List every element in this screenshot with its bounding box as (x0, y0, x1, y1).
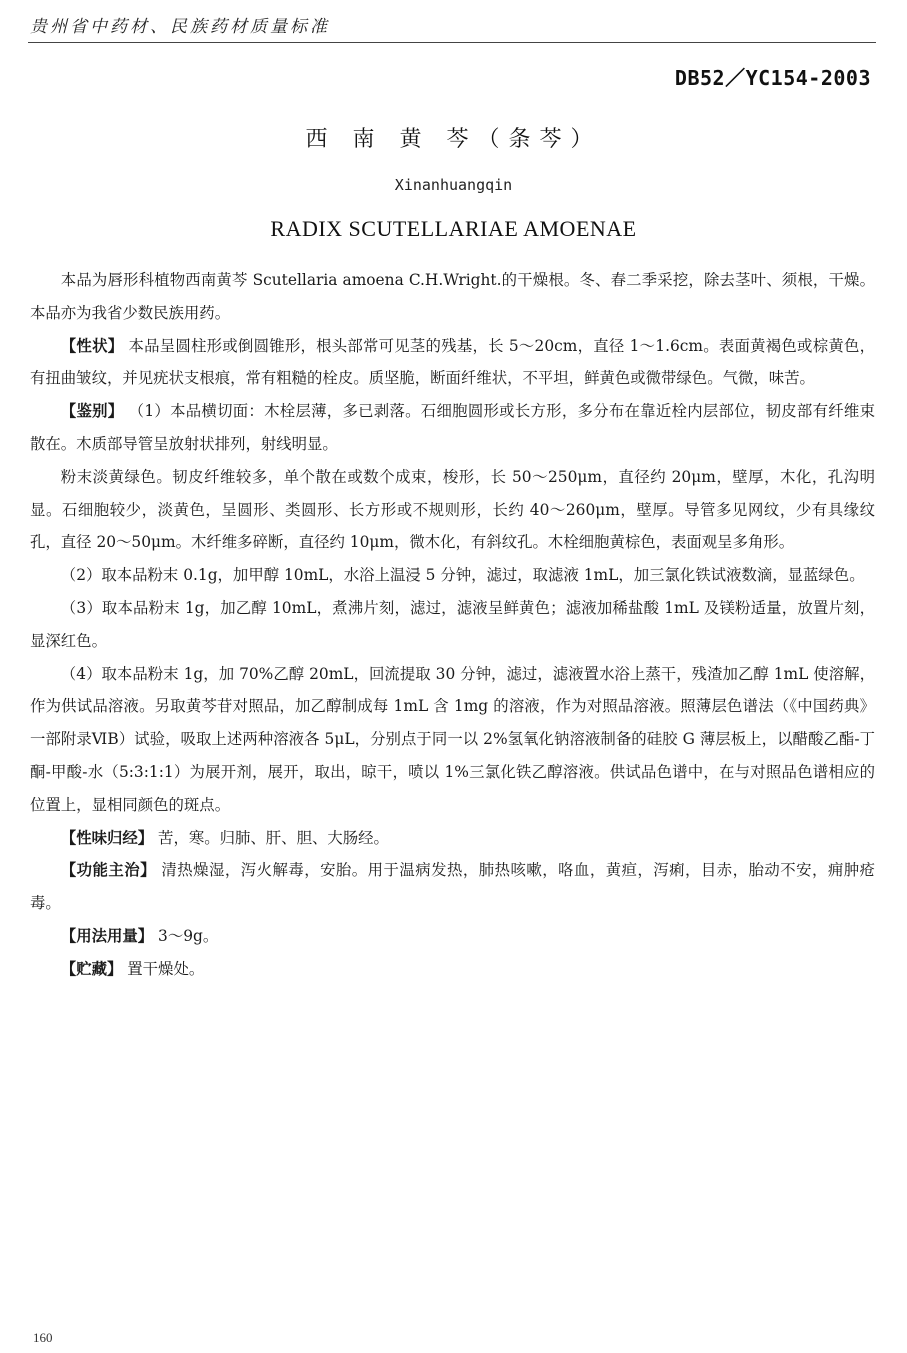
section-label-description: 【性状】 (60, 336, 124, 355)
paragraph-text: 苦，寒。归肺、肝、胆、大肠经。 (153, 828, 389, 847)
monograph-title-latin: RADIX SCUTELLARIAE AMOENAE (270, 216, 637, 241)
paragraph-text: （1）本品横切面：木栓层薄，多已剥落。石细胞圆形或长方形，多分布在靠近栓内层部位，韧皮部有纤维束散在。木质部导管呈放射状排列，射线明显。 (30, 402, 875, 453)
section-label-identification: 【鉴别】 (60, 402, 124, 421)
paragraph-identification-4 (30, 658, 875, 822)
paragraph-text: 粉末淡黄绿色。韧皮纤维较多，单个散在或数个成束，梭形，长 50～250μm，直径约 20μm，壁厚，木化，孔沟明显。石细胞较少，淡黄色，呈圆形、类圆形、长方形或不规则形，长约 40～260μm，壁厚。导管多见网纹，少有具缘纹孔，直径 20～50μm。木纤维多碎断，直径约 10μm，微木化，有斜纹孔。木栓细胞黄棕色，表面观呈多角形。 (30, 467, 875, 552)
paragraph-source (30, 264, 875, 330)
paragraph-text: （2）取本品粉末 0.1g，加甲醇 10mL，水浴上温浸 5 分钟，滤过，取滤液 1mL，加三氯化铁试液数滴，显蓝绿色。 (60, 566, 865, 585)
paragraph-nature-meridian (30, 822, 875, 855)
paragraph-text: 本品为唇形科植物西南黄芩 Scutellaria amoena C.H.Wright.的干燥根。冬、春二季采挖，除去茎叶、须根，干燥。本品亦为我省少数民族用药。 (30, 271, 875, 322)
paragraph-text: 清热燥湿，泻火解毒，安胎。用于温病发热，肺热咳嗽，咯血，黄疸，泻痢，目赤，胎动不安，痈肿疮毒。 (30, 861, 875, 913)
page-number: 160 (33, 1330, 53, 1345)
monograph-title-chinese: 西 南 黄 芩（条芩） (305, 127, 602, 152)
paragraph-text: 3～9g。 (153, 926, 219, 945)
section-label-functions: 【功能主治】 (60, 861, 157, 880)
paragraph-identification-1 (30, 395, 875, 461)
monograph-body (30, 264, 875, 986)
section-label-dosage: 【用法用量】 (60, 926, 154, 945)
paragraph-functions (30, 854, 875, 920)
paragraph-text: （3）取本品粉末 1g，加乙醇 10mL，煮沸片刻，滤过，滤液呈鲜黄色；滤液加稀盐酸 1mL 及镁粉适量，放置片刻，显深红色。 (30, 598, 875, 650)
section-label-nature-meridian: 【性味归经】 (60, 828, 154, 847)
paragraph-text: （4）取本品粉末 1g，加 70%乙醇 20mL，回流提取 30 分钟，滤过，滤液置水浴上蒸干，残渣加乙醇 1mL 使溶解，作为供试品溶液。另取黄芩苷对照品，加乙醇制成每 1mL 含 1mg 的溶液，作为对照品溶液。照薄层色谱法（《中国药典》一部附录ⅥB）试验，吸取上述两种溶液各 5μL，分别点于同一以 2%氢氧化钠溶液制备的硅胶 G 薄层板上，以醋酸乙酯-丁酮-甲酸-水（5:3:1:1）为展开剂，展开，取出，晾干，喷以 1%三氯化铁乙醇溶液。供试品色谱中，在与对照品色谱相应的位置上，显相同颜色的斑点。 (30, 664, 875, 814)
paragraph-storage (30, 953, 875, 986)
paragraph-dosage (30, 920, 875, 953)
paragraph-powder (30, 461, 875, 559)
paragraph-text: 置干燥处。 (122, 959, 205, 978)
standard-code: DB52／YC154-2003 (674, 66, 871, 90)
paragraph-identification-2 (30, 559, 875, 592)
paragraph-description (30, 330, 875, 396)
paragraph-text: 本品呈圆柱形或倒圆锥形，根头部常可见茎的残基，长 5～20cm，直径 1～1.6cm。表面黄褐色或棕黄色，有扭曲皱纹，并见疣状支根痕，常有粗糙的栓皮。质坚脆，断面纤维状，不平坦，鲜黄色或微带绿色。气微，味苦。 (30, 336, 875, 388)
header-rule (28, 42, 876, 43)
monograph-title-pinyin: Xinanhuangqin (394, 176, 513, 194)
running-header-title: 贵州省中药材、民族药材质量标准 (30, 17, 330, 37)
section-label-storage: 【贮藏】 (60, 959, 123, 978)
paragraph-identification-3 (30, 592, 875, 658)
